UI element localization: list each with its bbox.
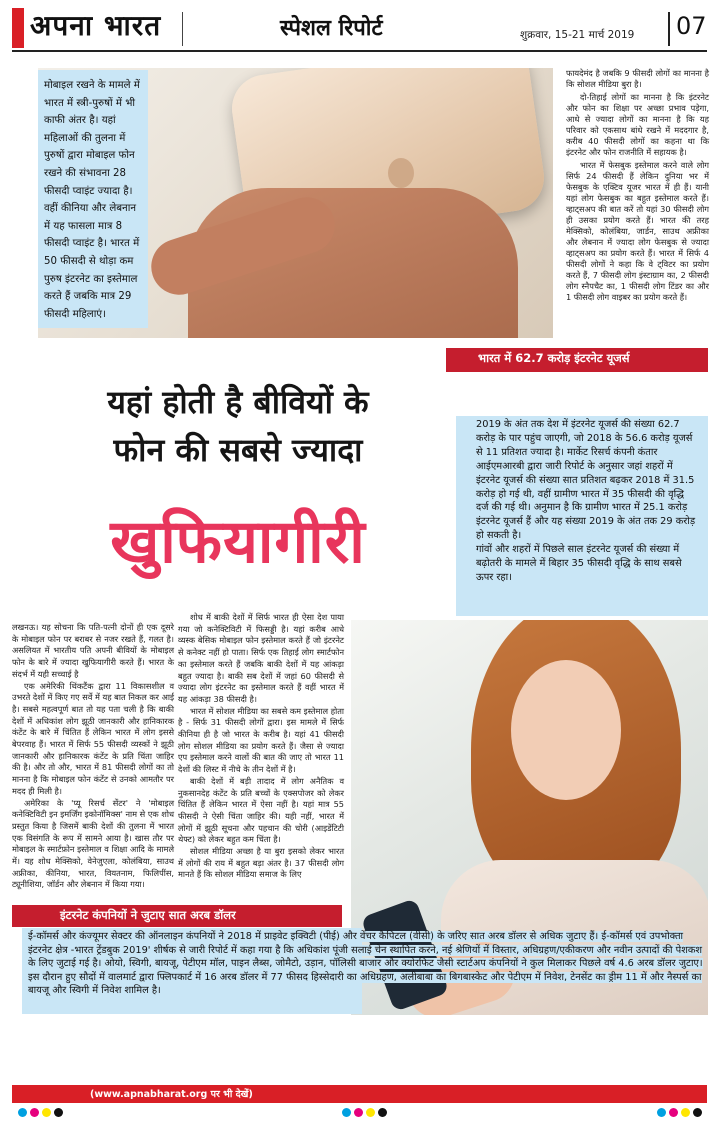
headline <box>38 378 438 474</box>
gender-gap-callout <box>38 70 148 328</box>
paragraph: सोशल मीडिया अच्छा है या बुरा इसको लेकर भारत में लोगों की राय में बहुत बड़ा अंतर है। 37 फीसदी लोग मानते हैं कि सोशल मीडिया समाज के लिए <box>178 846 344 880</box>
sidebar-title: भारत में 62.7 करोड़ इंटरनेट यूजर्स <box>478 351 630 365</box>
registration-dot <box>30 1108 39 1117</box>
registration-dot <box>54 1108 63 1117</box>
registration-dot <box>366 1108 375 1117</box>
apple-logo-icon <box>388 158 414 188</box>
footer-url[interactable]: (www.apnabharat.org पर भी देखें) <box>90 1089 253 1100</box>
page-number: 07 <box>676 12 707 40</box>
paragraph: बाकी देशों में बड़ी तादाद में लोग अनैतिक व नुकसानदेह कंटेंट के प्रति बच्चों के एक्सपोजर को लेकर चिंतित हैं लेकिन भारत में ऐसा नहीं है। यहां मात्र 55 फीसदी ने ऐसी चिंता जाहिर की। यही नहीं, भारत में लोगों में झूठी सूचना और पहचान की चोरी (आइडेंटिटी थेफ्ट) को लेकर बहुत कम चिंता है। <box>178 775 344 845</box>
headline-line-2: फोन की सबसे ज्यादा <box>113 431 363 469</box>
header-rule <box>12 50 707 52</box>
registration-dot <box>378 1108 387 1117</box>
registration-dot <box>681 1108 690 1117</box>
bottom-box-text <box>28 930 708 998</box>
top-right-column <box>566 68 709 305</box>
callout-text: मोबाइल रखने के मामले में भारत में स्त्री-पुरुषों में भी काफी अंतर है। यहां महिलाओं की तुलना में पुरुषों द्वारा मोबाइल फोन रखने की संभावना 28 फीसदी प्वाइंट ज्यादा है। वहीं कीनिया और लेबनान में यह फासला मात्र 8 फीसदी प्वाइंट है। भारत में 50 फीसदी से थोड़ा कम पुरुष इंटरनेट का इस्तेमाल करते हैं जबकि मात्र 29 फीसदी महिलाएं। <box>44 80 140 320</box>
registration-dot <box>669 1108 678 1117</box>
registration-dot <box>657 1108 666 1117</box>
registration-dot <box>18 1108 27 1117</box>
header-divider <box>182 12 183 46</box>
color-registration-marks <box>12 1108 707 1120</box>
registration-dot <box>42 1108 51 1117</box>
paragraph: भारत में सोशल मीडिया का सबसे कम इस्तेमाल होता है - सिर्फ 31 फीसदी लोगों द्वारा। इस मामले में सिर्फ कीनिया ही है जो भारत के करीब है। यहां 41 फीसदी लोग सोशल मीडिया का प्रयोग करते हैं। जैसा से ज्यादा एप इस्तेमाल करने वालों की बात की जाए तो भारत 11 देशों की लिस्ट में नीचे के तीन देशों में है। <box>178 705 344 775</box>
paragraph: लखनऊ। यह सोचना कि पति-पत्नी दोनों ही एक दूसरे के मोबाइल फोन पर बराबर से नजर रखते हैं, गलत है। असलियत में भारतीय पति अपनी बीवियों के मोबाइल फोन के बारे में ज्यादा खुफियागीरी करते हैं। भारत के संदर्भ में यही सच्चाई है <box>12 622 174 679</box>
masthead-red-bar <box>12 8 24 48</box>
paragraph: अमेरिका के 'प्यू रिसर्च सेंटर' ने 'मोबाइल कनेक्टिविटी इन इमर्जिंग इकोनॉमिक्स' नाम से एक शोध प्रस्तुत किया है जिसमें बाकी देशों की तुलना में भारत एक विसंगति के रूप में सामने आया है। खास तौर पर मोबाइल के स्मार्टफ़ोन इस्तेमाल व शिक्षा आदि के मामले में। यह शोध मेक्सिको, वेनेजुएला, कोलंबिया, साउथ अफ्रीका, कीनिया, भारत, वियतनाम, फिलिपींस, ट्यूनीशिया, जॉर्डन और लेबनान में किया गया। <box>12 797 174 890</box>
face-image <box>511 660 621 800</box>
paragraph: भारत में फेसबुक इस्तेमाल करने वाले लोग सिर्फ 24 फीसदी हैं लेकिन दुनिया भर में फेसबुक के एक्टिव यूजर भारत में ही हैं। यानी यहां लोग फेसबुक का बहुत इस्तेमाल करते हैं। व्हाट्सअप की बात करें तो यहां 30 फीसदी लोग ही उसका प्रयोग करते हैं। भारत की तरह मेक्सिको, कोलंबिया, जार्डन, साउथ अफ्रीका और लेबनान में ज्यादा लोग फेसबुक से ज्यादा व्हाट्सअप का प्रयोग करते हैं। भारत में सिर्फ 4 फीसदी लोगों ने कहा कि वे ट्विटर का प्रयोग करते हैं, 7 फीसदी लोग इंस्टाग्राम का, 2 फीसदी लोग स्नैपचैट का, 1 फीसदी लोग टिंडर का और 1 फीसदी लोग वाइबर का प्रयोग करते हैं। <box>566 160 709 302</box>
sidebar-paragraph: गांवों और शहरों में पिछले साल इंटरनेट यूजर्स की संख्या में बढ़ोतरी के मामले में बिहार 35 फीसदी वृद्धि के साथ सबसे ऊपर रहा। <box>476 544 682 583</box>
paragraph: एक अमेरिकी थिंकटैंक द्वारा 11 विकासशील व उभरते देशों में किए गए सर्वे में यह बात निकल कर आई है। सबसे महत्वपूर्ण बात तो यह पता चली है कि बाकी देशों में अधिकांश लोग झूठी जानकारी और हानिकारक कंटेंट के बारे में चिंतित हैं लेकिन भारत में लोग इससे बेपरवाह हैं। भारत में सिर्फ 55 फीसदी व्यस्कों ने झूठी जानकारी और हानिकारक कंटेंट के प्रति चिंता जाहिर की है। और तो और, भारत में 81 फीसदी लोगों का तो मानना है कि मोबाइल फोन कंटेंट से उनको आमतौर पर मदद ही मिली है। <box>12 680 174 796</box>
article-column-2 <box>178 612 344 881</box>
registration-dot <box>354 1108 363 1117</box>
paragraph: शोध में बाकी देशों में सिर्फ भारत ही ऐसा देश पाया गया जो कनेक्टिविटी में फिसड्डी है। यहां करीब आधे व्यस्क बेसिक मोबाइल फोन इस्तेमाल करते हैं जो इंटरनेट से कनेक्ट नहीं हो पाता। सिर्फ एक तिहाई लोग स्मार्टफोन का इस्तेमाल करते हैं जबकि बाकी देशों में यह आंकड़ा बहुत ज्यादा है। बाकी सब देशों में जहां 60 फीसदी से ज्यादा लोग इंटरनेट का इस्तेमाल करते हैं वहीं भारत में यह आंकड़ा 38 फीसदी है। <box>178 612 344 704</box>
headline-highlight: खुफियागीरी <box>110 507 366 577</box>
masthead-title: अपना भारत <box>30 9 162 42</box>
sidebar-paragraph: 2019 के अंत तक देश में इंटरनेट यूजर्स की संख्या 62.7 करोड़ के पार पहुंच जाएगी, जो 2018 के 56.6 करोड़ यूजर्स से 11 प्रतिशत ज्यादा है। मार्केट रिसर्च कंपनी कंतार आईएमआरबी द्वारा जारी रिपोर्ट के अनुसार जहां शहरों में इंटरनेट यूजर्स की संख्या सात प्रतिशत बढ़कर 2018 में 31.5 करोड़ हो गई थी, वहीं ग्रामीण भारत में 35 फीसदी की वृद्धि दर्ज की गई थी। अनुमान है कि ग्रामीण भारत में 25.1 करोड़ इंटरनेट यूजर्स हैं और यह संख्या 2019 के अंत तक 29 करोड़ हो सकती है। <box>476 419 696 542</box>
bottom-box-paragraph: ई-कॉमर्स और कंज्यूमर सेक्टर की ऑनलाइन कंपनियों ने 2018 में प्राइवेट इक्विटी (पीई) और वेंचर कैपिटल (वीसी) के जरिए सात अरब डॉलर से अधिक जुटाए हैं। ई-कॉमर्स एवं उपभोक्ता इंटरनेट क्षेत्र -भारत ट्रेंडबुक 2019' शीर्षक से जारी रिपोर्ट में कहा गया है कि अधिकांश पूंजी सलाई चेन स्थापित करने, नई श्रेणियों में विस्तार, अधिग्रहण/एकीकरण और नवीन उत्पादों की पेशकश के लिए जुटाई गई है। ओयो, स्विगी, बायजू, पेटीएम मॉल, पाइन लैब्स, जोमैटो, उड़ान, पॉलिसी बाजार और क्योरफिट जैसी स्टार्टअप कंपनियों ने कुल मिलाकर पिछले वर्ष 4.6 अरब डॉलर जुटाए। इस दौरान हुए सौदों में वालमार्ट द्वारा फ्लिपकार्ट में 16 अरब डॉलर में 77 फीसद हिस्सेदारी का अधिग्रहण, अलीबाबा का बिगबास्केट और पेटीएम में निवेश, टेनसेंट का ड्रीम 11 में और नैस्पर्स का बायजू और स्विगी में निवेश शामिल है। <box>28 931 703 997</box>
bottom-box-title: इंटरनेट कंपनियों ने जुटाए सात अरब डॉलर <box>60 908 236 922</box>
article-column-1 <box>12 622 174 891</box>
sidebar-text <box>476 418 698 585</box>
headline-line-1: यहां होती है बीवियों के <box>107 383 369 421</box>
section-title: स्पेशल रिपोर्ट <box>280 15 383 41</box>
paragraph: फायदेमंद है जबकि 9 फीसदी लोगों का मानना है कि सोशल मीडिया बुरा है। <box>566 68 709 89</box>
dateline: शुक्रवार, 15-21 मार्च 2019 <box>520 29 635 41</box>
registration-dot <box>342 1108 351 1117</box>
registration-dot <box>693 1108 702 1117</box>
paragraph: दो-तिहाई लोगों का मानना है कि इंटरनेट और फोन का शिक्षा पर अच्छा प्रभाव पड़ेगा, आधे से ज्यादा लोगों का मानना है कि यह परिवार को एकसाथ बांधे रखने में मददगार है, करीब 40 फीसदी लोगों का कहना था कि इंटरनेट और फोन राजनीति में सहायक है। <box>566 92 709 157</box>
